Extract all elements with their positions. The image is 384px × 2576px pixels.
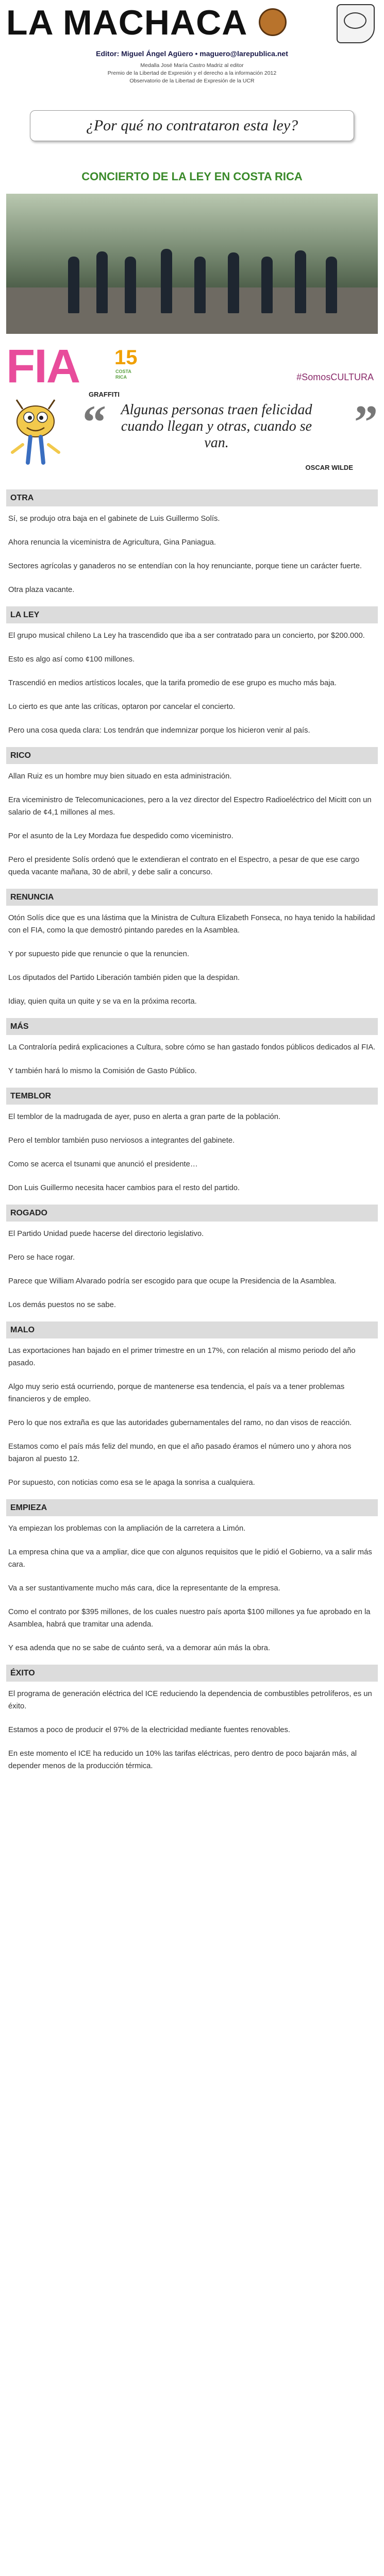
section-body — [0, 1338, 384, 1499]
editor-line: Editor: Miguel Ángel Agüero • maguero@larepublica.net — [96, 49, 288, 58]
paragraph: Ya empiezan los problemas con la ampliación de la carretera a Limón. — [8, 1524, 246, 1533]
section-body — [0, 1105, 384, 1205]
question-box — [30, 110, 354, 141]
quote-author: OSCAR WILDE — [305, 464, 353, 471]
paragraph: Don Luis Guillermo necesita hacer cambios para el resto del partido. — [8, 1184, 240, 1192]
paragraph: Esto es algo así como ¢100 millones. — [8, 655, 135, 664]
paragraph: Y esa adenda que no se sabe de cuánto será, va a demorar aún más la obra. — [8, 1644, 271, 1652]
paragraph: Era viceministro de Telecomunicaciones, pero a la vez director del Espectro Radioeléctrico del Micitt con un salario de ¢4,1 millones al mes. — [8, 796, 372, 817]
paragraph: Y por supuesto pide que renuncie o que la renuncien. — [8, 950, 189, 958]
section-heading: TEMBLOR — [6, 1088, 378, 1105]
musician-figure — [96, 251, 108, 313]
paragraph: Trascendió en medios artísticos locales, que la tarifa promedio de ese grupo es mucho más baja. — [8, 679, 337, 687]
credit-line: Medalla José María Castro Madriz al editor — [140, 62, 244, 69]
section-heading: RICO — [6, 747, 378, 764]
musician-figure — [194, 257, 206, 313]
paragraph: Ahora renuncia la viceministra de Agricultura, Gina Paniagua. — [8, 538, 216, 547]
credit-line: Observatorio de la Libertad de Expresión de la UCR — [129, 78, 255, 84]
section-body — [0, 1035, 384, 1088]
band-photo — [6, 194, 378, 334]
paragraph: Como se acerca el tsunami que anunció el presidente… — [8, 1160, 198, 1168]
musician-figure — [228, 252, 239, 313]
paragraph: Como el contrato por $395 millones, de los cuales nuestro país aporta $100 millones ya fue aprobado en la Asamblea, habrá que tramitar una adenda. — [8, 1608, 371, 1629]
open-quote-icon: “ — [82, 396, 106, 448]
paragraph: Las exportaciones han bajado en el primer trimestre en un 17%, con relación al mismo periodo del año pasado. — [8, 1347, 356, 1367]
section-heading: MÁS — [6, 1018, 378, 1035]
masthead — [0, 0, 384, 98]
paragraph: Pero se hace rogar. — [8, 1253, 75, 1262]
paragraph: Y también hará lo mismo la Comisión de Gasto Público. — [8, 1067, 197, 1075]
paragraph: Va a ser sustantivamente mucho más cara, dice la representante de la empresa. — [8, 1584, 280, 1592]
coconut-icon — [259, 8, 287, 36]
paragraph: Pero el presidente Solís ordenó que le extendieran el contrato en el Espectro, a pesar de que ese cargo queda vacante mañana, 30 de abril, y debe salir a concurso. — [8, 856, 360, 876]
paragraph: El Partido Unidad puede hacerse del directorio legislativo. — [8, 1230, 204, 1238]
paragraph: Idiay, quien quita un quite y se va en la próxima recorta. — [8, 997, 197, 1006]
graffiti-label: GRAFFITI — [89, 391, 120, 398]
paragraph: Por el asunto de la Ley Mordaza fue despedido como viceministro. — [8, 832, 233, 840]
credits — [0, 62, 384, 85]
paragraph: El programa de generación eléctrica del ICE reduciendo la dependencia de combustibles petrolíferos, es un éxito. — [8, 1690, 372, 1710]
paragraph: El grupo musical chileno La Ley ha trascendido que iba a ser contratado para un concierto, por $200.000. — [8, 632, 365, 640]
column-sections — [0, 489, 384, 1783]
paragraph: Los diputados del Partido Liberación también piden que la despidan. — [8, 974, 240, 982]
logo[interactable] — [6, 2, 287, 43]
musician-figure — [125, 257, 136, 313]
cartoon-character-icon — [337, 4, 375, 43]
logo-text: LA MACHACA — [6, 3, 246, 42]
musician-figure — [68, 257, 79, 313]
stage — [6, 287, 378, 334]
section-heading: EMPIEZA — [6, 1499, 378, 1516]
fia-logo-number: 15 — [114, 346, 138, 369]
fia-logo-sub — [115, 369, 131, 380]
musician-figure — [261, 257, 273, 313]
section-heading: ÉXITO — [6, 1665, 378, 1682]
paragraph: Sectores agrícolas y ganaderos no se entendían con la hoy renunciante, porque tiene un carácter fuerte. — [8, 562, 362, 570]
section-body — [0, 506, 384, 606]
paragraph: En este momento el ICE ha reducido un 10% las tarifas eléctricas, pero dentro de poco bajarán más, al depender menos de la producción térmica. — [8, 1750, 357, 1770]
paragraph: Estamos como el país más feliz del mundo, en que el año pasado éramos el número uno y ahora nos bajaron al puesto 12. — [8, 1443, 352, 1463]
paragraph: Otón Solís dice que es una lástima que la Ministra de Cultura Elizabeth Fonseca, no haya tenido la habilidad con el FIA, como la que demostró pintando paredes en la Asamblea. — [8, 914, 375, 935]
section-body — [0, 906, 384, 1018]
musician-figure — [161, 249, 172, 313]
hashtag: #SomosCULTURA — [296, 372, 374, 382]
section-body — [0, 1222, 384, 1321]
section-heading: RENUNCIA — [6, 889, 378, 906]
paragraph: La empresa china que va a ampliar, dice que con algunos requisitos que le pidió el Gobierno, va a salir más cara. — [8, 1548, 372, 1569]
credit-line: Premio de la Libertad de Expresión y el derecho a la información 2012 — [107, 70, 277, 76]
paragraph: Sí, se produjo otra baja en el gabinete de Luis Guillermo Solís. — [8, 515, 220, 523]
musician-figure — [295, 250, 306, 313]
paragraph: Otra plaza vacante. — [8, 586, 75, 594]
section-heading: OTRA — [6, 489, 378, 506]
paragraph: Allan Ruiz es un hombre muy bien situado en esta administración. — [8, 772, 232, 781]
musician-figure — [326, 257, 337, 313]
headline-question: ¿Por qué no contrataron esta ley? — [86, 117, 298, 134]
fia-sub-line: COSTA — [115, 369, 131, 374]
section-body — [0, 764, 384, 889]
fia-sub-line: RICA — [115, 375, 127, 380]
fia-logo-text: FIA — [6, 340, 80, 393]
paragraph: Parece que William Alvarado podría ser escogido para que ocupe la Presidencia de la Asamblea. — [8, 1277, 337, 1285]
close-quote-icon: ” — [354, 396, 378, 448]
graffiti-quote: Algunas personas traen felicidad cuando llegan y otras, cuando se van. — [121, 402, 312, 451]
paragraph: Los demás puestos no se sabe. — [8, 1301, 116, 1309]
paragraph: La Contraloría pedirá explicaciones a Cultura, sobre cómo se han gastado fondos públicos dedicados al FIA. — [8, 1043, 376, 1052]
paragraph: Algo muy serio está ocurriendo, porque de mantenerse esa tendencia, el país va a tener problemas financieros y de empleo. — [8, 1383, 345, 1403]
section-heading: MALO — [6, 1321, 378, 1338]
section-heading: LA LEY — [6, 606, 378, 623]
paragraph: Pero una cosa queda clara: Los tendrán que indemnizar porque los hicieron venir al país. — [8, 726, 310, 735]
paragraph: Pero lo que nos extraña es que las autoridades gubernamentales del ramo, no dan visos de reacción. — [8, 1419, 352, 1427]
paragraph: Pero el temblor también puso nerviosos a integrantes del gabinete. — [8, 1137, 235, 1145]
section-body — [0, 1682, 384, 1783]
paragraph: Por supuesto, con noticias como esa se le apaga la sonrisa a cualquiera. — [8, 1479, 255, 1487]
paragraph: Estamos a poco de producir el 97% de la electricidad mediante fuentes renovables. — [8, 1726, 290, 1734]
photo-title: CONCIERTO DE LA LEY EN COSTA RICA — [81, 170, 303, 183]
mascot-icon — [7, 396, 64, 473]
paragraph: Lo cierto es que ante las críticas, optaron por cancelar el concierto. — [8, 703, 236, 711]
section-heading: ROGADO — [6, 1205, 378, 1222]
paragraph: El temblor de la madrugada de ayer, puso en alerta a gran parte de la población. — [8, 1113, 281, 1121]
section-body — [0, 623, 384, 747]
section-body — [0, 1516, 384, 1665]
fia-logo — [6, 340, 161, 393]
